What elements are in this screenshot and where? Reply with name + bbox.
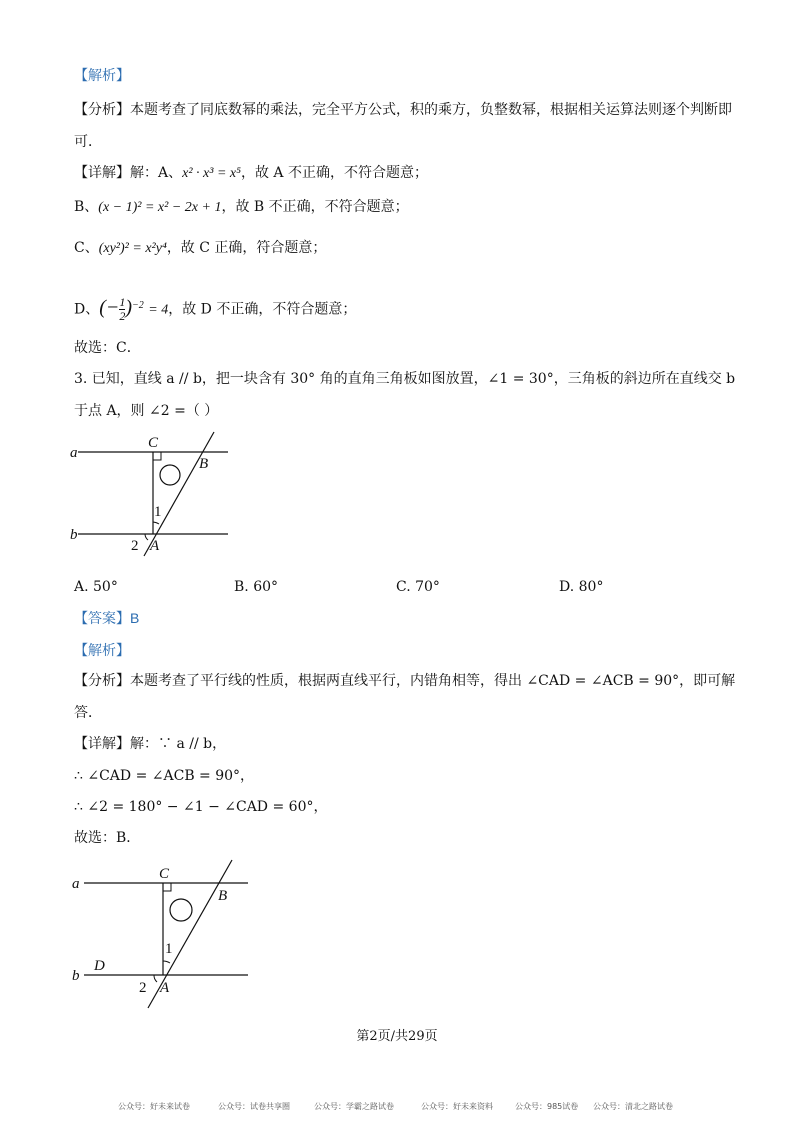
- point-label-c-2: C: [159, 866, 170, 882]
- option-b-prefix: B、: [74, 199, 99, 215]
- math-expr-d: = 4: [148, 302, 169, 318]
- option-d: D. 80°: [559, 579, 604, 595]
- point-label-a-2: A: [160, 980, 170, 996]
- option-b: B. 60°: [234, 579, 279, 595]
- option-c: C. 70°: [396, 579, 440, 595]
- detail-option-d: D、(− $\frac{1}{2}$ )$^{-2}$ = 4，故 D 不正确，不符合题意；: [74, 295, 357, 324]
- choice-c: 故选：C．: [74, 340, 141, 356]
- detail-prefix: 【详解】解：A、: [74, 165, 183, 181]
- judgement-c: ，故 C 正确，符合题意；: [166, 240, 327, 256]
- angle-label-2-2: 2: [139, 980, 147, 996]
- point-label-c: C: [148, 435, 159, 451]
- detail-line-3: ∴ ∠2 = 180° − ∠1 − ∠CAD = 60°，: [74, 799, 328, 815]
- math-expr-c: (xy²)² = x²y⁴: [98, 241, 167, 256]
- math-expr-a: x² · x³ = x⁵: [182, 166, 241, 181]
- math-expr-b: (x − 1)² = x² − 2x + 1: [98, 200, 222, 215]
- option-c-prefix: C、: [74, 240, 99, 256]
- point-label-b: B: [199, 456, 209, 472]
- analysis-tag-3: 【解析】: [74, 642, 130, 658]
- watermark-3: 公众号：学霸之路试卷: [314, 1102, 394, 1111]
- detail-option-b: [74, 197, 409, 218]
- watermark-1: 公众号：好未来试卷: [118, 1102, 190, 1111]
- angle-label-1-2: 1: [165, 941, 173, 957]
- answer-tag: 【答案】B: [74, 610, 140, 626]
- watermark-6: 公众号：清北之路试卷: [593, 1102, 673, 1111]
- watermark-4: 公众号：好未来资料: [421, 1102, 493, 1111]
- question3-options: [74, 577, 734, 599]
- analysis-text-3: 【分析】本题考查了平行线的性质，根据两直线平行，内错角相等，得出 ∠CAD = ∠ACB = 90°，即可解: [74, 673, 736, 689]
- question3-figure: [66, 430, 236, 560]
- point-label-d: D: [94, 958, 105, 974]
- judgement-b: ，故 B 不正确，不符合题意；: [221, 199, 409, 215]
- judgement-a: ，故 A 不正确，不符合题意；: [240, 165, 428, 181]
- angle-label-2: 2: [131, 538, 139, 554]
- watermark-5: 公众号：985试卷: [515, 1102, 579, 1111]
- option-a: A. 50°: [74, 579, 118, 595]
- page-number: 第2页/共29页: [356, 1029, 438, 1044]
- watermark-2: 公众号：试卷共享圈: [218, 1102, 290, 1111]
- detail-option-a: [74, 163, 428, 184]
- choice-b: 故选：B．: [74, 830, 141, 846]
- detail-option-c: [74, 238, 326, 259]
- math-fraction-d: $\frac{1}{2}$: [119, 295, 126, 324]
- question3-stem-cont: 于点 A，则 ∠2 =（ ）: [74, 403, 219, 419]
- line-label-a-2: a: [72, 876, 80, 892]
- solution3-figure: [66, 856, 256, 1012]
- analysis-tag: 【解析】: [74, 67, 130, 83]
- analysis-text-3-cont: 答．: [74, 705, 102, 721]
- line-label-b-2: b: [72, 968, 80, 984]
- option-d-prefix: D、: [74, 301, 100, 318]
- line-label-a: a: [70, 445, 78, 461]
- judgement-d: ，故 D 不正确，不符合题意；: [168, 301, 357, 318]
- line-label-b: b: [70, 527, 78, 543]
- detail-line-1: 【详解】解：∵ a // b，: [74, 736, 227, 752]
- point-label-a: A: [150, 538, 160, 554]
- analysis-text-cont: 可．: [74, 134, 102, 150]
- analysis-text: 【分析】本题考查了同底数幂的乘法，完全平方公式，积的乘方，负整数幂，根据相关运算法则逐个判断即: [74, 102, 732, 118]
- point-label-b-2: B: [218, 888, 228, 904]
- question3-stem: 3. 已知，直线 a // b，把一块含有 30° 角的直角三角板如图放置，∠1 = 30°，三角板的斜边所在直线交 b: [74, 371, 736, 387]
- detail-line-2: ∴ ∠CAD = ∠ACB = 90°，: [74, 768, 255, 784]
- angle-label-1: 1: [154, 504, 162, 520]
